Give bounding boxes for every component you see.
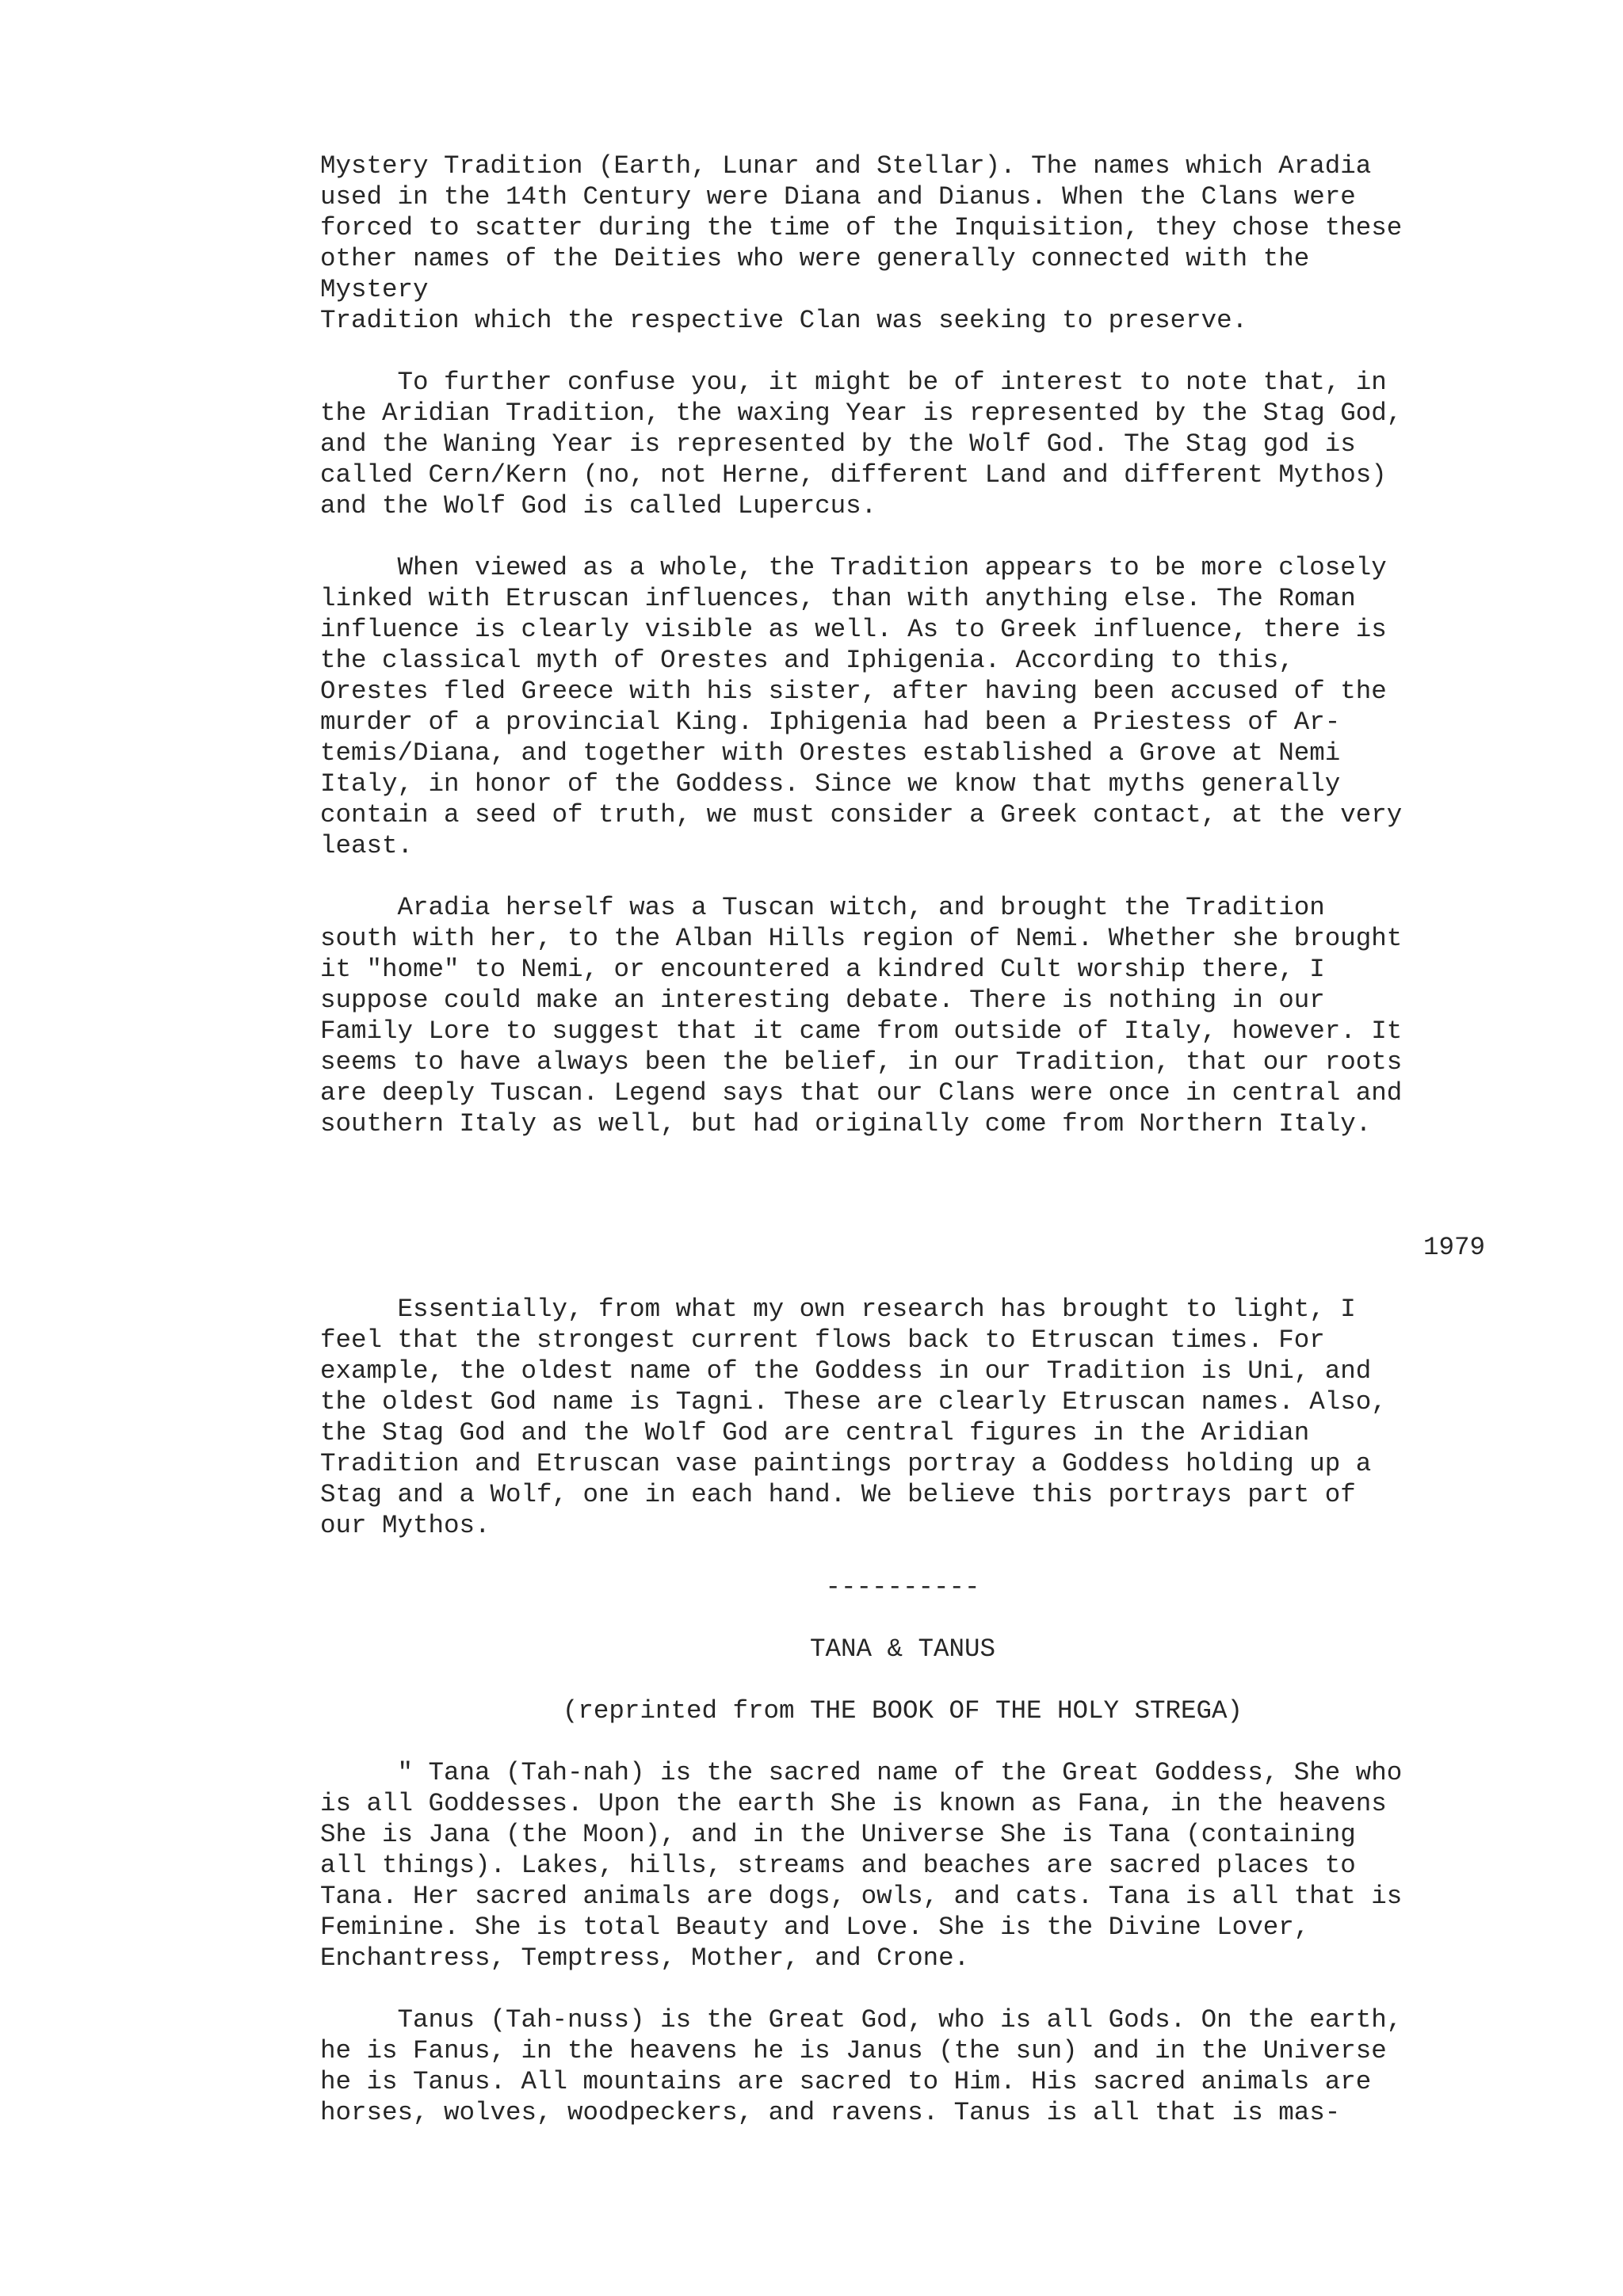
blank-line <box>320 1541 1485 1572</box>
paragraph-7 <box>320 2004 1485 2128</box>
text-line: the classical myth of Orestes and Iphigenia. According to this, <box>320 646 1294 675</box>
text-line: She is Jana (the Moon), and in the Universe She is Tana (containing <box>320 1820 1356 1849</box>
text-line: our Mythos. <box>320 1511 491 1540</box>
section-subheading: (reprinted from THE BOOK OF THE HOLY STREGA) <box>562 1696 1243 1726</box>
text-line: the Stag God and the Wolf God are central figures in the Aridian <box>320 1418 1310 1447</box>
text-line: all things). Lakes, hills, streams and beaches are sacred places to <box>320 1851 1356 1880</box>
text-line: it "home" to Nemi, or encountered a kindred Cult worship there, I <box>320 955 1325 984</box>
text-line: temis/Diana, and together with Orestes established a Grove at Nemi <box>320 738 1341 768</box>
text-line: To further confuse you, it might be of interest to note that, in <box>320 368 1387 397</box>
text-line: he is Tanus. All mountains are sacred to Him. His sacred animals are <box>320 2067 1372 2096</box>
blank-line <box>320 1665 1485 1695</box>
text-line: contain a seed of truth, we must consider a Greek contact, at the very <box>320 800 1403 830</box>
paragraph-1 <box>320 151 1485 336</box>
text-line: Tanus (Tah-nuss) is the Great God, who is all Gods. On the earth, <box>320 2005 1403 2035</box>
text-line: Mystery Tradition (Earth, Lunar and Stellar). The names which Aradia <box>320 151 1372 181</box>
text-line: Mystery <box>320 275 429 304</box>
text-line: influence is clearly visible as well. As to Greek influence, there is <box>320 615 1387 644</box>
paragraph-3 <box>320 552 1485 861</box>
text-line: Aradia herself was a Tuscan witch, and brought the Tradition <box>320 893 1325 922</box>
text-line: feel that the strongest current flows back to Etruscan times. For <box>320 1325 1325 1355</box>
blank-space <box>320 1139 1485 1232</box>
text-line: south with her, to the Alban Hills region of Nemi. Whether she brought <box>320 924 1403 953</box>
text-line: Tana. Her sacred animals are dogs, owls, and cats. Tana is all that is <box>320 1882 1403 1911</box>
text-line: southern Italy as well, but had originally come from Northern Italy. <box>320 1109 1372 1138</box>
blank-line <box>320 336 1485 367</box>
text-line: suppose could make an interesting debate. There is nothing in our <box>320 986 1325 1015</box>
blank-line <box>320 861 1485 892</box>
text-line: seems to have always been the belief, in our Tradition, that our roots <box>320 1047 1403 1077</box>
text-line: Italy, in honor of the Goddess. Since we know that myths generally <box>320 769 1341 799</box>
year-marker: 1979 <box>1423 1233 1485 1262</box>
text-line: are deeply Tuscan. Legend says that our Clans were once in central and <box>320 1078 1403 1108</box>
text-line: murder of a provincial King. Iphigenia had been a Priestess of Ar- <box>320 707 1341 737</box>
text-line: Enchantress, Temptress, Mother, and Crone. <box>320 1943 970 1973</box>
paragraph-5 <box>320 1294 1485 1541</box>
text-line: Tradition which the respective Clan was seeking to preserve. <box>320 306 1248 335</box>
text-line: Stag and a Wolf, one in each hand. We believe this portrays part of <box>320 1480 1356 1509</box>
text-line: Orestes fled Greece with his sister, after having been accused of the <box>320 677 1387 706</box>
section-heading: TANA & TANUS <box>809 1634 996 1664</box>
text-line: Family Lore to suggest that it came from outside of Italy, however. It <box>320 1016 1403 1046</box>
text-line: other names of the Deities who were generally connected with the <box>320 244 1310 273</box>
text-line: least. <box>320 831 414 860</box>
text-line: Tradition and Etruscan vase paintings portray a Goddess holding up a <box>320 1449 1372 1478</box>
blank-line <box>320 1726 1485 1757</box>
text-line: he is Fanus, in the heavens he is Janus (the sun) and in the Universe <box>320 2036 1387 2065</box>
blank-line <box>320 1974 1485 2004</box>
blank-line <box>320 1603 1485 1634</box>
text-line: and the Waning Year is represented by the Wolf God. The Stag god is <box>320 429 1356 459</box>
text-line: When viewed as a whole, the Tradition appears to be more closely <box>320 553 1387 582</box>
section-divider: ---------- <box>825 1573 980 1602</box>
blank-line <box>320 1263 1485 1294</box>
text-line: Essentially, from what my own research has brought to light, I <box>320 1295 1356 1324</box>
text-line: linked with Etruscan influences, than with anything else. The Roman <box>320 584 1356 613</box>
text-line: forced to scatter during the time of the Inquisition, they chose these <box>320 213 1403 242</box>
text-line: and the Wolf God is called Lupercus. <box>320 491 877 521</box>
text-line: example, the oldest name of the Goddess in our Tradition is Uni, and <box>320 1356 1372 1386</box>
text-line: is all Goddesses. Upon the earth She is known as Fana, in the heavens <box>320 1789 1387 1818</box>
document-page <box>320 151 1485 2128</box>
text-line: the Aridian Tradition, the waxing Year is represented by the Stag God, <box>320 399 1403 428</box>
text-line: " Tana (Tah-nah) is the sacred name of the Great Goddess, She who <box>320 1758 1403 1787</box>
text-line: Feminine. She is total Beauty and Love. She is the Divine Lover, <box>320 1913 1310 1942</box>
text-line: the oldest God name is Tagni. These are clearly Etruscan names. Also, <box>320 1387 1387 1417</box>
text-line: called Cern/Kern (no, not Herne, different Land and different Mythos) <box>320 460 1387 490</box>
paragraph-4 <box>320 892 1485 1139</box>
text-line: horses, wolves, woodpeckers, and ravens. Tanus is all that is mas- <box>320 2098 1341 2127</box>
text-line: used in the 14th Century were Diana and Dianus. When the Clans were <box>320 182 1356 212</box>
paragraph-2 <box>320 367 1485 521</box>
paragraph-6 <box>320 1757 1485 1974</box>
blank-line <box>320 521 1485 552</box>
